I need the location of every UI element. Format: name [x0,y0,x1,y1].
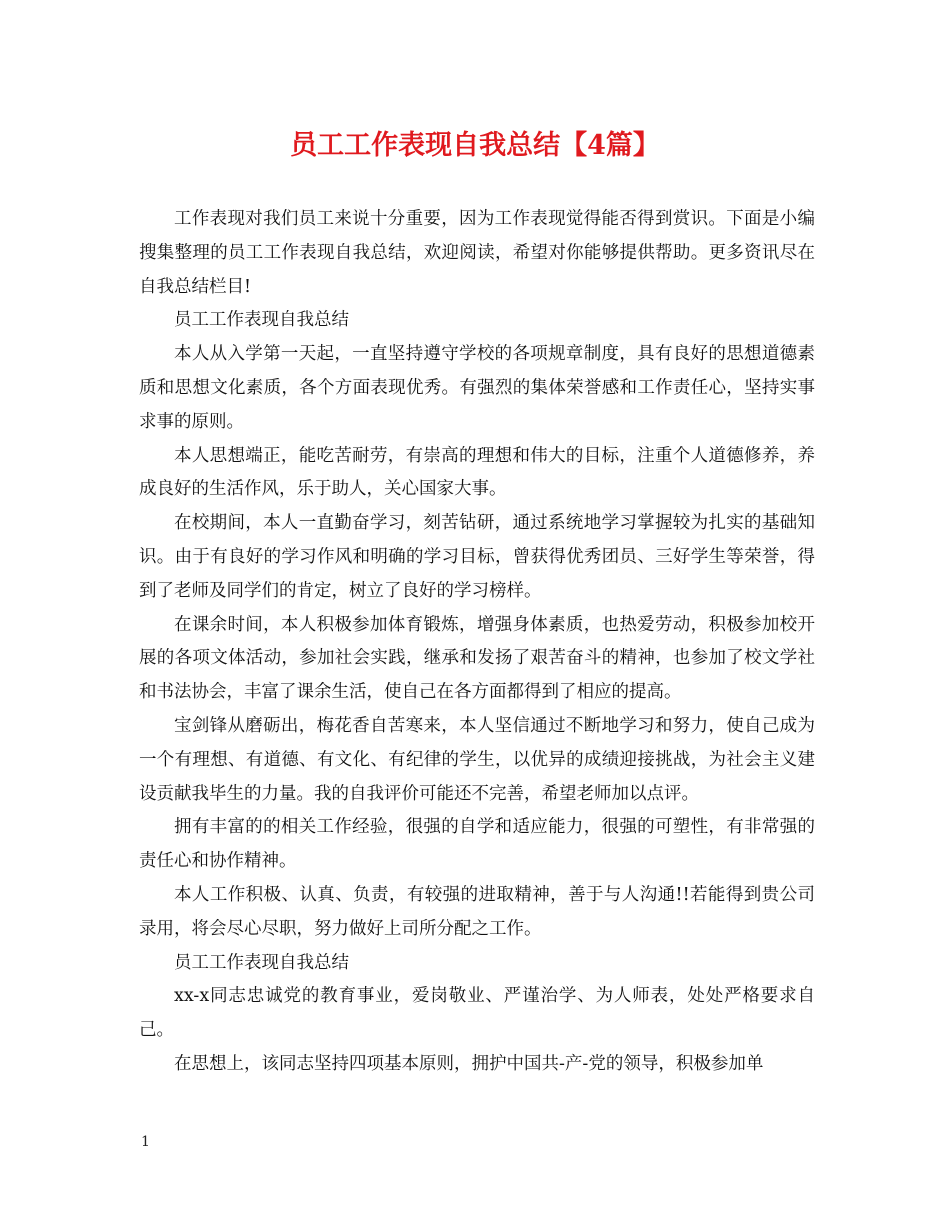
paragraph: xx-x同志忠诚党的教育事业，爱岗敬业、严谨治学、为人师表，处处严格要求自己。 [139,986,815,1041]
page-number: 1 [141,1134,150,1150]
section-heading: 员工工作表现自我总结 [174,310,349,331]
paragraph: 在思想上，该同志坚持四项基本原则，拥护中国共-产-党的领导，积极参加单 [174,1053,764,1074]
paragraph: 宝剑锋从磨砺出，梅花香自苦寒来，本人坚信通过不断地学习和努力，使自己成为一个有理想、有道德、有文化、有纪律的学生，以优异的成绩迎接挑战，为社会主义建设贡献我毕生的力量。我的自我评价可能还不完善，希望老师加以点评。 [139,715,815,804]
paragraph: 在校期间，本人一直勤奋学习，刻苦钻研，通过系统地学习掌握较为扎实的基础知识。由于有良好的学习作风和明确的学习目标，曾获得优秀团员、三好学生等荣誉，得到了老师及同学们的肯定，树立了良好的学习榜样。 [139,513,815,601]
paragraph: 本人工作积极、认真、负责，有较强的进取精神，善于与人沟通!!若能得到贵公司录用，将会尽心尽职，努力做好上司所分配之工作。 [139,884,815,939]
document-title: 员工工作表现自我总结【4篇】 [290,130,660,161]
paragraph: 本人从入学第一天起，一直坚持遵守学校的各项规章制度，具有良好的思想道德素质和思想文化素质，各个方面表现优秀。有强烈的集体荣誉感和工作责任心，坚持实事求事的原则。 [139,344,815,432]
paragraph-intro: 工作表现对我们员工来说十分重要，因为工作表现觉得能否得到赏识。下面是小编搜集整理的员工工作表现自我总结，欢迎阅读，希望对你能够提供帮助。更多资讯尽在自我总结栏目! [139,209,815,297]
paragraph: 本人思想端正，能吃苦耐劳，有崇高的理想和伟大的目标，注重个人道德修养，养成良好的生活作风，乐于助人，关心国家大事。 [139,445,815,500]
section-heading: 员工工作表现自我总结 [174,952,349,973]
paragraph: 在课余时间，本人积极参加体育锻炼，增强身体素质，也热爱劳动，积极参加校开展的各项文体活动，参加社会实践，继承和发扬了艰苦奋斗的精神，也参加了校文学社和书法协会，丰富了课余生活，使自己在各方面都得到了相应的提高。 [139,614,815,703]
paragraph: 拥有丰富的的相关工作经验，很强的自学和适应能力，很强的可塑性，有非常强的责任心和协作精神。 [139,817,815,872]
document-body [139,203,815,1082]
